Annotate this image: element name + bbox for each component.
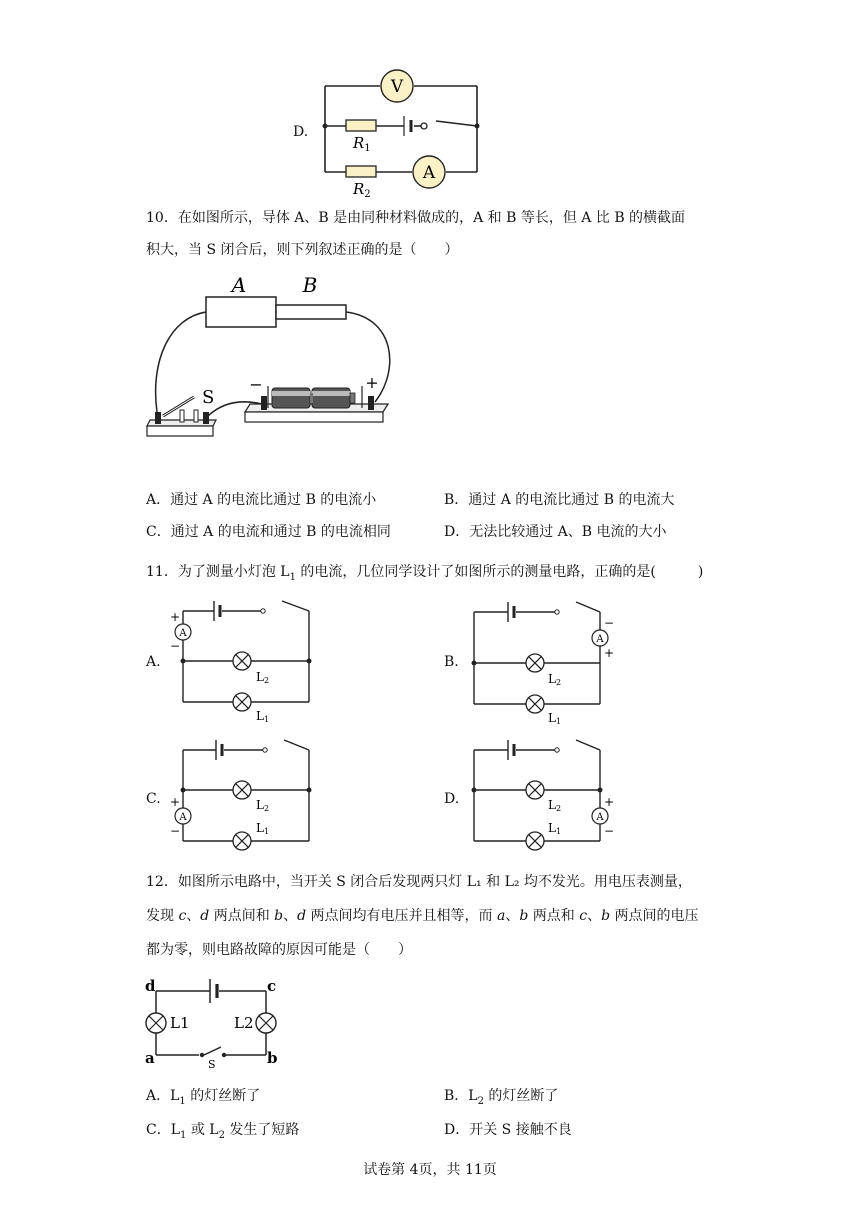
q10-stem-line1: 10．在如图所示，导体 A、B 是由同种材料做成的，A 和 B 等长，但 A 比 B 的横截面	[146, 210, 686, 226]
switch-label: S	[202, 387, 215, 408]
conductor-a-label: A	[231, 273, 247, 297]
q10-option-a[interactable]: A．通过 A 的电流比通过 B 的电流小	[146, 492, 377, 508]
q10-option-c[interactable]: C．通过 A 的电流和通过 B 的电流相同	[146, 524, 391, 540]
q10-option-b[interactable]: B．通过 A 的电流比通过 B 的电流大	[444, 492, 675, 508]
svg-text:+: +	[603, 646, 615, 660]
lamp-l1-label: L1	[170, 1014, 190, 1032]
q9-option-d-label: D.	[293, 124, 309, 140]
svg-text:L2: L2	[256, 670, 270, 685]
q10-option-d[interactable]: D．无法比较通过 A、B 电流的大小	[444, 524, 667, 540]
q11-option-c-label[interactable]: C.	[146, 791, 161, 807]
svg-text:L1: L1	[256, 821, 270, 836]
svg-text:−: −	[603, 616, 615, 630]
svg-text:L2: L2	[256, 798, 270, 813]
svg-text:L1: L1	[256, 709, 270, 724]
svg-text:−: −	[169, 639, 181, 653]
svg-text:+: +	[603, 795, 615, 809]
q11-option-d-label[interactable]: D.	[444, 791, 460, 807]
q12-stem-line2: 发现 c、d 两点间和 b、d 两点间均有电压并且相等，而 a、b 两点和 c、b 两点间的电压	[146, 908, 699, 924]
battery-plus: +	[365, 373, 379, 392]
battery-minus: −	[249, 375, 263, 394]
point-d: d	[145, 977, 156, 995]
lamp-l2-label: L2	[234, 1014, 254, 1032]
svg-text:+: +	[169, 795, 181, 809]
ammeter-label: A	[422, 163, 436, 183]
svg-text:+: +	[169, 610, 181, 624]
svg-text:A: A	[179, 628, 187, 639]
q11-stem: 11．为了测量小灯泡 $L_1$ 的电流，几位同学设计了如图所示的测量电路，正确的是( )	[146, 564, 704, 583]
voltmeter-label: V	[390, 77, 404, 97]
switch-s-label: S	[208, 1058, 216, 1071]
svg-text:L2: L2	[548, 672, 562, 687]
point-c: c	[267, 977, 277, 995]
q12-option-a[interactable]: A．$L_1$ 的灯丝断了	[146, 1088, 261, 1107]
q12-option-b[interactable]: B．$L_2$ 的灯丝断了	[444, 1088, 559, 1107]
conductor-b-label: B	[302, 273, 318, 297]
svg-text:−: −	[603, 824, 615, 838]
r2-label: $R_2$	[353, 180, 371, 200]
svg-text:−: −	[169, 824, 181, 838]
svg-text:A: A	[179, 812, 187, 823]
q11-option-a-label[interactable]: A.	[146, 654, 161, 670]
svg-text:L1: L1	[548, 821, 562, 836]
q12-stem-line1: 12．如图所示电路中，当开关 S 闭合后发现两只灯 L₁ 和 L₂ 均不发光。用电压表测量，	[146, 874, 692, 890]
q11-option-b-label[interactable]: B.	[444, 654, 459, 670]
q12-option-c[interactable]: C．$L_1$ 或 $L_2$ 发生了短路	[146, 1122, 300, 1141]
svg-text:A: A	[596, 812, 604, 823]
r1-label: $R_1$	[353, 134, 371, 154]
point-a: a	[145, 1049, 155, 1067]
q10-stem-line2: 积大，当 S 闭合后，则下列叙述正确的是（ ）	[146, 242, 459, 258]
point-b: b	[267, 1049, 278, 1067]
q12-stem-line3: 都为零，则电路故障的原因可能是（ ）	[146, 942, 412, 958]
svg-text:L1: L1	[548, 711, 562, 726]
svg-text:L2: L2	[548, 798, 562, 813]
q12-option-d[interactable]: D．开关 S 接触不良	[444, 1122, 572, 1138]
svg-text:A: A	[596, 634, 604, 645]
page-footer: 试卷第 4页，共 11页	[363, 1162, 497, 1178]
